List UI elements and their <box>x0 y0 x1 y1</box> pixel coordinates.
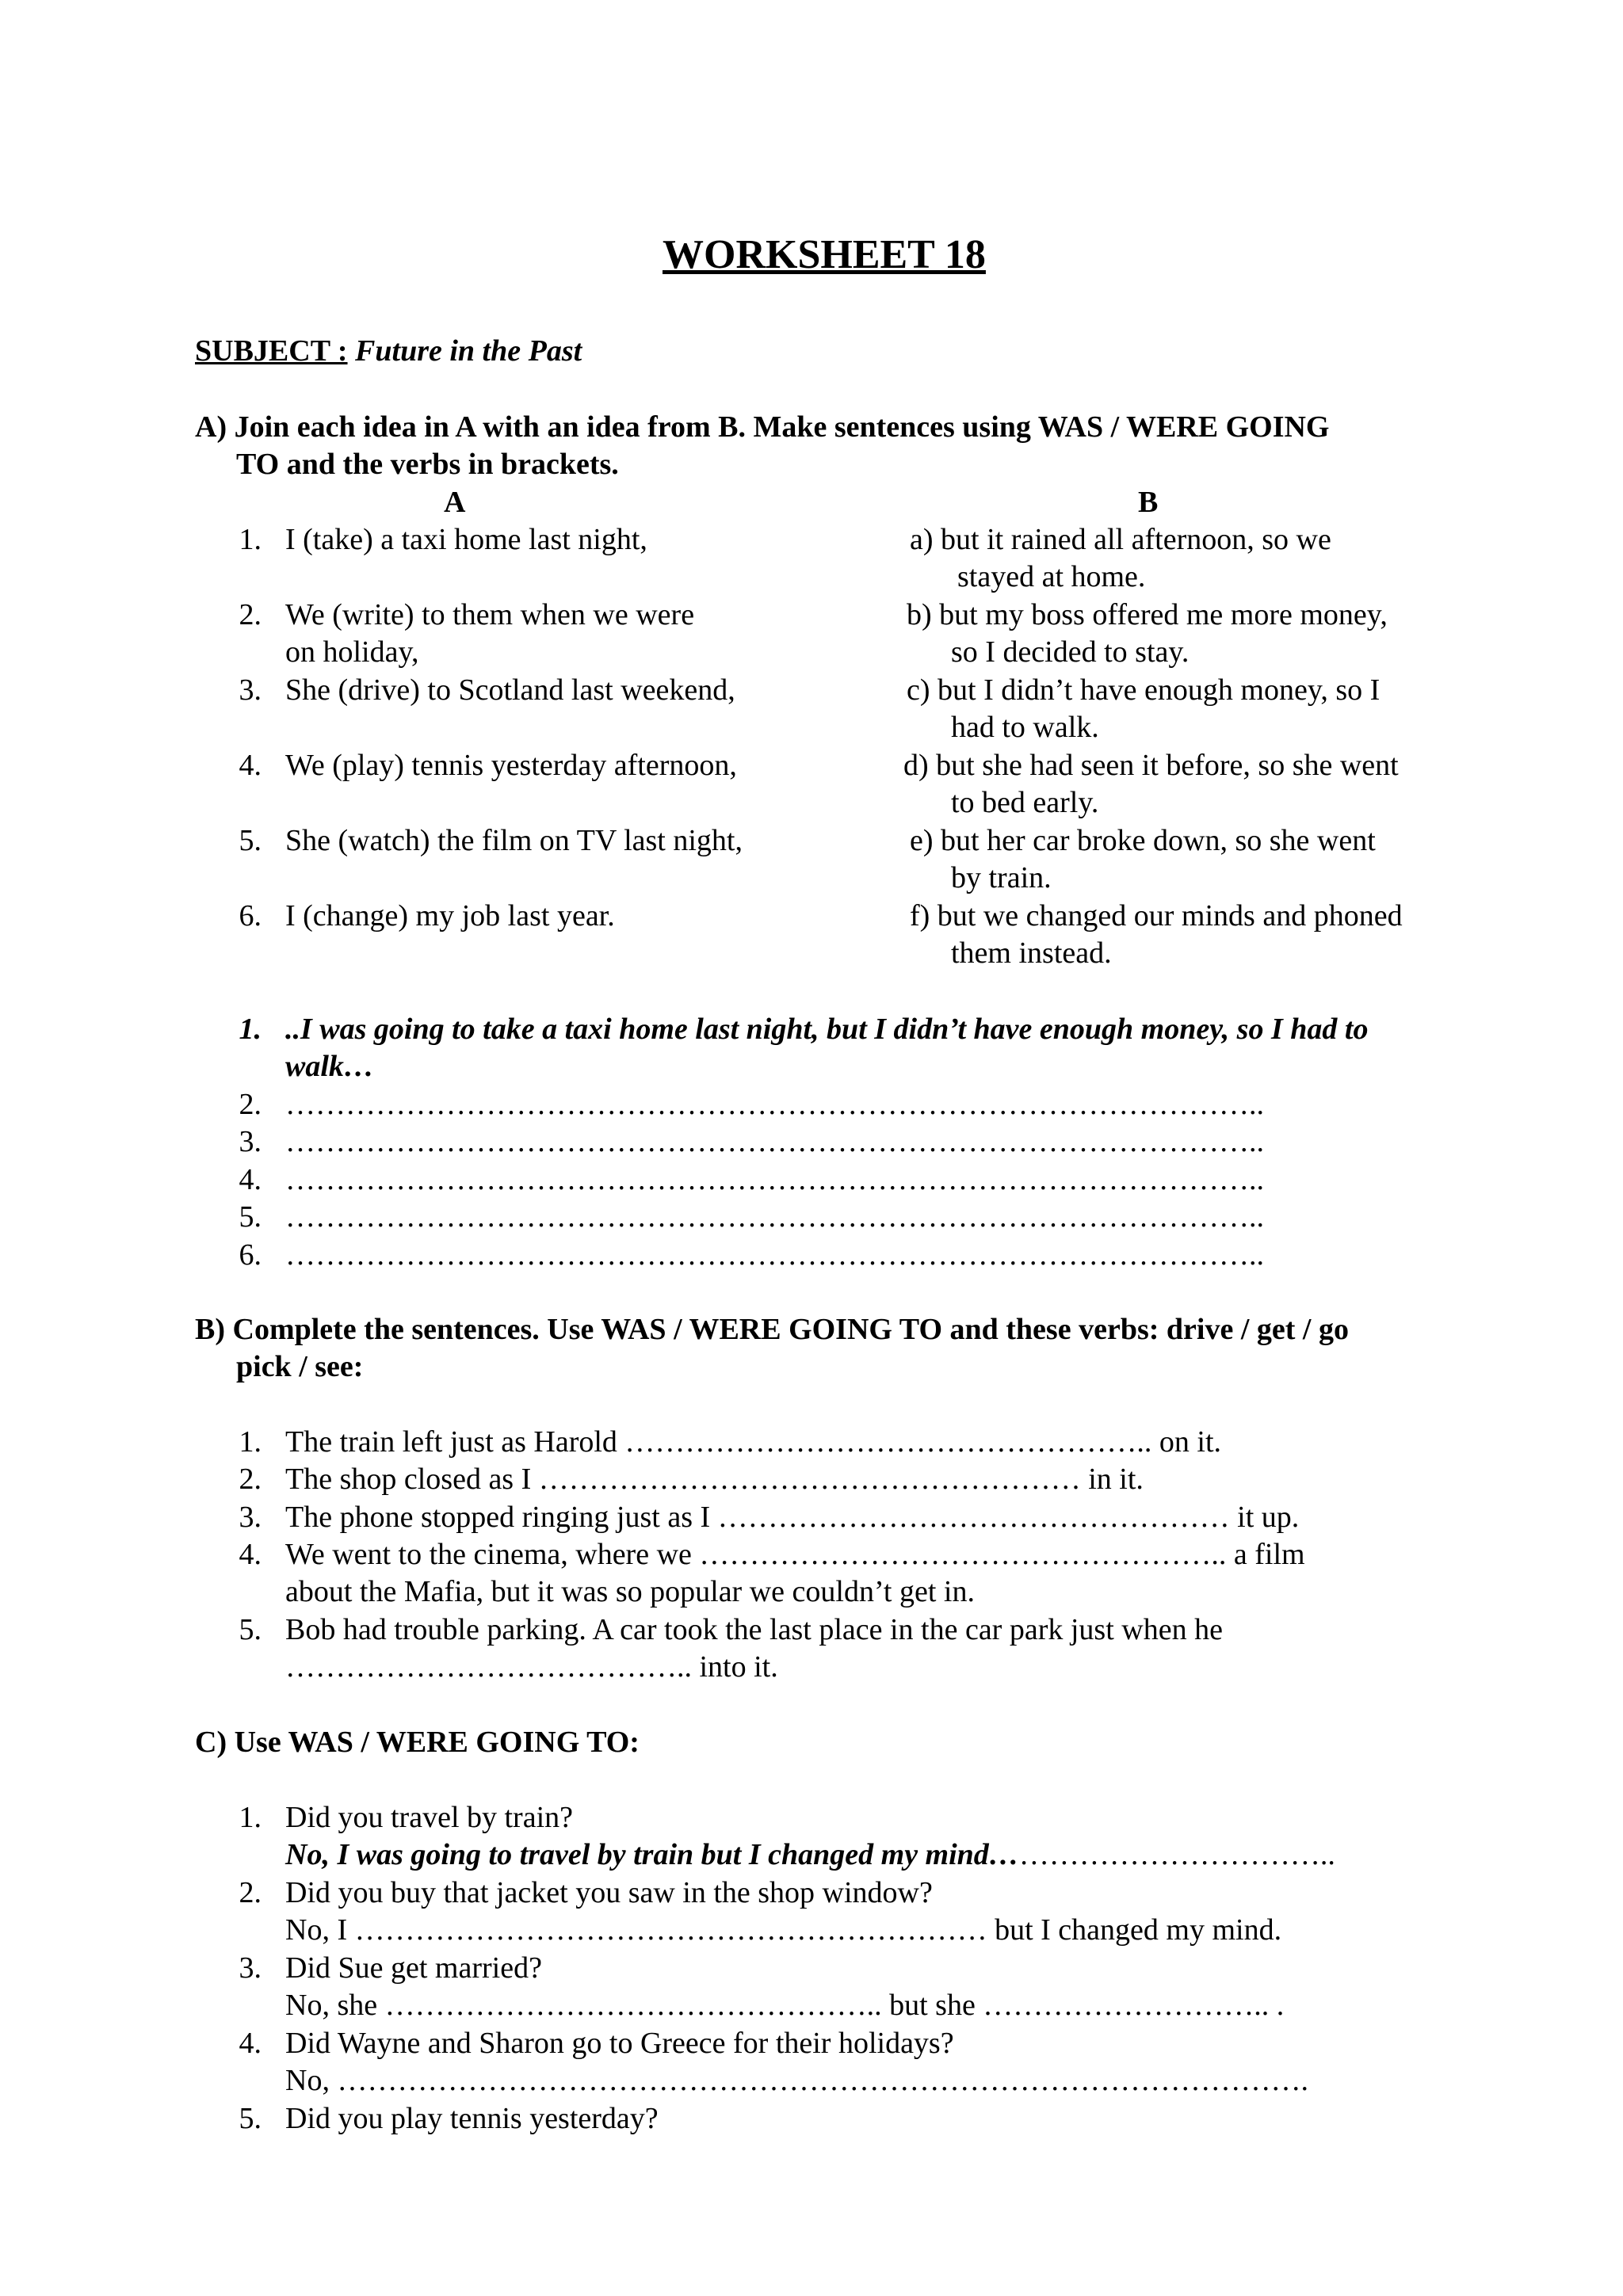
column-b-item-cont: so I decided to stay. <box>951 635 1190 669</box>
section-c-answer-blank[interactable]: ………………………….. <box>1018 1838 1335 1871</box>
section-c-number: 1. <box>239 1801 262 1834</box>
section-c-question: Did Sue get married? <box>285 1951 542 1985</box>
section-b-instruction-1: B) Complete the sentences. Use WAS / WERE GOING TO and these verbs: drive / get / go <box>195 1313 1349 1346</box>
section-b-number: 5. <box>239 1613 262 1646</box>
column-a-item: She (watch) the film on TV last night, <box>285 824 743 857</box>
column-a-number: 3. <box>239 673 262 707</box>
column-b-item-cont: by train. <box>951 861 1052 894</box>
column-a-item: She (drive) to Scotland last weekend, <box>285 673 735 707</box>
answer-number: 6. <box>239 1238 262 1272</box>
section-c-question: Did you play tennis yesterday? <box>285 2102 659 2135</box>
section-b-number: 1. <box>239 1425 262 1459</box>
column-b-item-cont: them instead. <box>951 936 1112 970</box>
column-a-header: A <box>444 486 466 519</box>
section-b-item: The phone stopped ringing just as I …………………………………………… it up. <box>285 1501 1300 1534</box>
column-a-number: 6. <box>239 899 262 933</box>
section-b-item: The train left just as Harold …………………………………………….. on it. <box>285 1425 1222 1459</box>
answer-blank[interactable]: …………………………………………………………………………………….. <box>285 1238 1264 1272</box>
section-c-number: 2. <box>239 1876 262 1909</box>
section-c-question: Did you buy that jacket you saw in the shop window? <box>285 1876 933 1909</box>
answer-number: 2. <box>239 1088 262 1121</box>
section-c-number: 5. <box>239 2102 262 2135</box>
answer-blank[interactable]: …………………………………………………………………………………….. <box>285 1088 1264 1121</box>
answer-number: 4. <box>239 1163 262 1196</box>
column-b-item-cont: stayed at home. <box>957 560 1146 593</box>
column-a-item: We (play) tennis yesterday afternoon, <box>285 749 737 782</box>
answer-number: 5. <box>239 1200 262 1234</box>
section-b-item: The shop closed as I ……………………………………………… in it. <box>285 1463 1144 1496</box>
answer-blank[interactable]: …………………………………………………………………………………….. <box>285 1125 1264 1158</box>
section-c-answer <box>285 1836 1335 1874</box>
section-b-item-cont: about the Mafia, but it was so popular we couldn’t get in. <box>285 1575 975 1608</box>
column-b-item: d) but she had seen it before, so she went <box>903 749 1399 782</box>
column-b-item: c) but I didn’t have enough money, so I <box>907 673 1381 707</box>
section-c-question: Did Wayne and Sharon go to Greece for their holidays? <box>285 2027 954 2060</box>
column-b-item: f) but we changed our minds and phoned <box>910 899 1403 933</box>
column-b-header: B <box>1138 486 1159 519</box>
section-c-instruction: C) Use WAS / WERE GOING TO: <box>195 1726 640 1759</box>
section-c-answer-blank[interactable]: No, I ……………………………………………………… but I changed my mind. <box>285 1913 1282 1947</box>
subject-value: Future in the Past <box>355 334 582 368</box>
column-b-item: e) but her car broke down, so she went <box>910 824 1376 857</box>
section-c-answer-blank[interactable]: No, she ………………………………………….. but she ……………………….. . <box>285 1989 1285 2022</box>
column-b-item-cont: to bed early. <box>951 786 1099 819</box>
column-a-number: 5. <box>239 824 262 857</box>
answer-blank[interactable]: …………………………………………………………………………………….. <box>285 1163 1264 1196</box>
subject-label: SUBJECT : <box>195 334 348 368</box>
section-b-instruction-2: pick / see: <box>236 1350 364 1383</box>
column-a-item: We (write) to them when we were <box>285 598 695 631</box>
page-title: WORKSHEET 18 <box>663 232 986 277</box>
section-c-number: 3. <box>239 1951 262 1985</box>
column-a-item-cont: on holiday, <box>285 635 419 669</box>
column-b-item-cont: had to walk. <box>951 711 1099 744</box>
column-a-number: 2. <box>239 598 262 631</box>
section-a-instruction-1: A) Join each idea in A with an idea from B. Make sentences using WAS / WERE GOING <box>195 410 1330 444</box>
column-a-item: I (change) my job last year. <box>285 899 615 933</box>
answer-number: 3. <box>239 1125 262 1158</box>
section-c-number: 4. <box>239 2027 262 2060</box>
section-b-item-cont: ………………………………….. into it. <box>285 1650 778 1684</box>
section-b-item: We went to the cinema, where we …………………………………………….. a film <box>285 1538 1305 1571</box>
section-b-number: 4. <box>239 1538 262 1571</box>
answer-blank[interactable]: …………………………………………………………………………………….. <box>285 1200 1264 1234</box>
section-c-answer-example: No, I was going to travel by train but I changed my mind… <box>285 1838 1019 1871</box>
section-a-instruction-2: TO and the verbs in brackets. <box>236 448 619 481</box>
column-a-number: 4. <box>239 749 262 782</box>
section-b-number: 2. <box>239 1463 262 1496</box>
section-c-answer-blank[interactable]: No, ……………………………………………………………………………………. <box>285 2064 1308 2097</box>
subject-line <box>195 333 582 370</box>
column-a-item: I (take) a taxi home last night, <box>285 523 647 556</box>
section-b-number: 3. <box>239 1501 262 1534</box>
column-a-number: 1. <box>239 523 262 556</box>
column-b-item: b) but my boss offered me more money, <box>907 598 1388 631</box>
section-c-question: Did you travel by train? <box>285 1801 574 1834</box>
column-b-item: a) but it rained all afternoon, so we <box>910 523 1331 556</box>
example-answer-line1: ..I was going to take a taxi home last night, but I didn’t have enough money, so I had to <box>285 1013 1369 1046</box>
section-b-item: Bob had trouble parking. A car took the last place in the car park just when he <box>285 1613 1223 1646</box>
example-number: 1. <box>239 1013 262 1046</box>
example-answer-line2: walk… <box>285 1050 374 1083</box>
